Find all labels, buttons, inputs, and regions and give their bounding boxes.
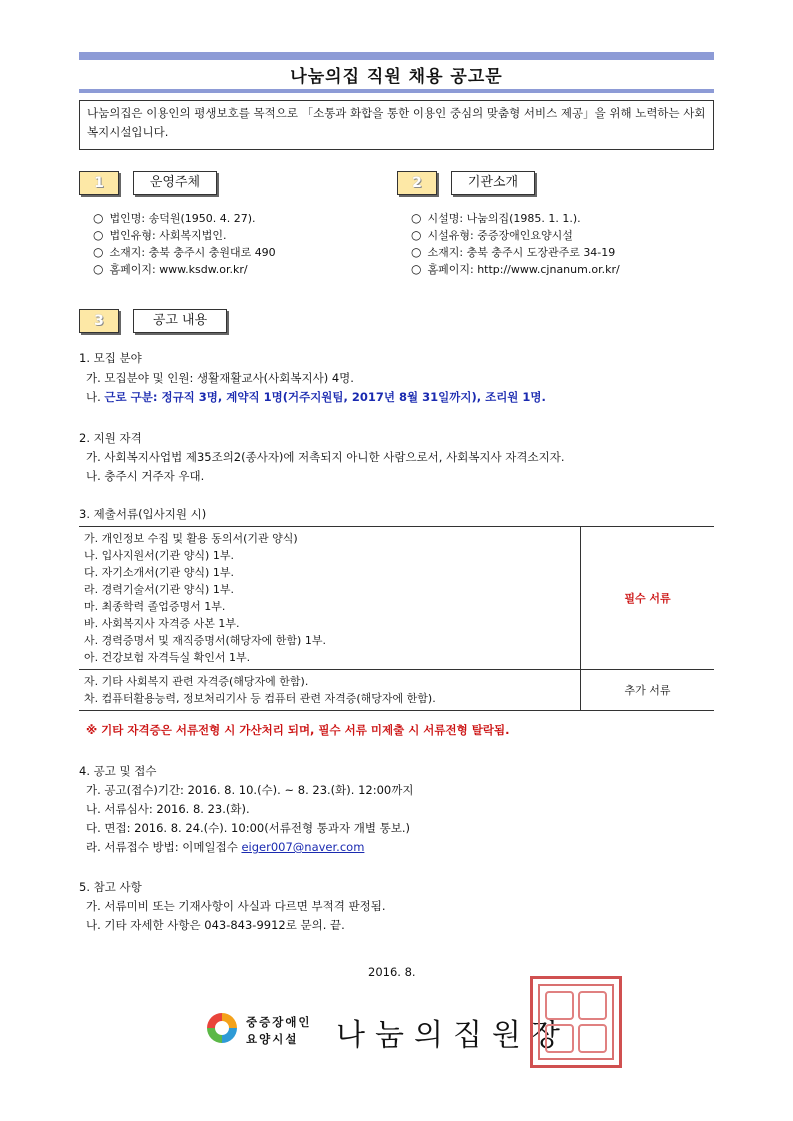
list-item: ○ 시설유형: 중증장애인요양시설 [411, 227, 620, 244]
additional-docs-cell [79, 670, 581, 711]
intro-box: 나눔의집은 이용인의 평생보호를 목적으로 「소통과 화합을 통한 이용인 중심의 맞춤형 서비스 제공」을 위해 노력하는 사회복지시설입니다. [79, 100, 714, 150]
recruit-line-b-prefix: 나. [86, 390, 101, 404]
list-item: 사. 경력증명서 및 재직증명서(해당자에 한함) 1부. [84, 634, 326, 647]
documents-table [79, 526, 714, 711]
section1-title: 운영주체 [133, 171, 217, 195]
schedule-line-d [86, 839, 364, 855]
facility-type [246, 1014, 312, 1048]
facility-type-line2: 요양시설 [246, 1032, 299, 1046]
recruit-line-a: 가. 모집분야 및 인원: 생활재활교사(사회복지사) 4명. [86, 371, 354, 385]
list-item: 나. 입사지원서(기관 양식) 1부. [84, 549, 234, 562]
list-item: 아. 건강보험 자격득실 확인서 1부. [84, 651, 251, 664]
schedule-line-b: 나. 서류심사: 2016. 8. 23.(화). [86, 802, 250, 816]
list-item: ○ 소재지: 충북 충주시 도장관주로 34-19 [411, 244, 620, 261]
documents-heading: 3. 제출서류(입사지원 시) [79, 507, 207, 521]
official-seal [530, 976, 622, 1068]
section1-list [93, 210, 276, 278]
list-item: 마. 최종학력 졸업증명서 1부. [84, 600, 226, 613]
list-item: 다. 자기소개서(기관 양식) 1부. [84, 566, 234, 579]
issue-date: 2016. 8. [368, 965, 416, 979]
schedule-heading: 4. 공고 및 접수 [79, 764, 157, 778]
list-item: ○ 소재지: 충북 충주시 충원대로 490 [93, 244, 276, 261]
table-row [79, 527, 714, 670]
schedule-line-c: 다. 면접: 2016. 8. 24.(수). 10:00(서류전형 통과자 개별 통보.) [86, 821, 410, 835]
section2-number: 2 [397, 171, 437, 195]
list-item: 라. 경력기술서(기관 양식) 1부. [84, 583, 234, 596]
section2-list [411, 210, 620, 278]
schedule-line-a: 가. 공고(접수)기간: 2016. 8. 10.(수). ~ 8. 23.(화). 12:00까지 [86, 783, 414, 797]
facility-type-line1: 중증장애인 [246, 1015, 312, 1029]
signature-title: 나눔의집원장 [336, 1018, 570, 1053]
recruit-heading: 1. 모집 분야 [79, 351, 142, 365]
list-item: 자. 기타 사회복지 관련 자격증(해당자에 한함). [84, 675, 309, 688]
qualification-line-a: 가. 사회복지사업법 제35조의2(종사자)에 저촉되지 아니한 사람으로서, 사회복지사 자격소지자. [86, 450, 565, 464]
additional-docs-label: 추가 서류 [581, 670, 715, 711]
table-row [79, 670, 714, 711]
email-link[interactable]: eiger007@naver.com [241, 840, 365, 854]
list-item: ○ 시설명: 나눔의집(1985. 1. 1.). [411, 210, 620, 227]
qualification-heading: 2. 지원 자격 [79, 431, 142, 445]
reference-line-b: 나. 기타 자세한 사항은 043-843-9912로 문의. 끝. [86, 918, 345, 932]
list-item: 바. 사회복지사 자격증 사본 1부. [84, 617, 240, 630]
section3-title: 공고 내용 [133, 309, 227, 333]
list-item: ○ 법인유형: 사회복지법인. [93, 227, 276, 244]
section3-number: 3 [79, 309, 119, 333]
title-bottom-rule [79, 89, 714, 93]
section1-number: 1 [79, 171, 119, 195]
list-item: ○ 법인명: 송덕원(1950. 4. 27). [93, 210, 276, 227]
list-item: ○ 홈페이지: http://www.cjnanum.or.kr/ [411, 261, 620, 278]
reference-heading: 5. 참고 사항 [79, 880, 142, 894]
schedule-line-d-prefix: 라. 서류접수 방법: 이메일접수 [86, 840, 238, 854]
required-docs-cell [79, 527, 581, 670]
title-top-rule [79, 52, 714, 60]
qualification-line-b: 나. 충주시 거주자 우대. [86, 469, 205, 483]
list-item: ○ 홈페이지: www.ksdw.or.kr/ [93, 261, 276, 278]
reference-line-a: 가. 서류미비 또는 기재사항이 사실과 다르면 부적격 판정됨. [86, 899, 386, 913]
facility-logo-icon [204, 1010, 240, 1046]
list-item: 차. 컴퓨터활용능력, 정보처리기사 등 컴퓨터 관련 자격증(해당자에 한함). [84, 692, 436, 705]
page-title: 나눔의집 직원 채용 공고문 [290, 67, 503, 87]
recruit-line-b-text: 근로 구분: 정규직 3명, 계약직 1명(거주지원팀, 2017년 8월 31일까지), 조리원 1명. [104, 390, 546, 404]
required-docs-label: 필수 서류 [581, 527, 715, 670]
list-item: 가. 개인정보 수집 및 활용 동의서(기관 양식) [84, 532, 298, 545]
recruit-line-b [86, 389, 546, 405]
section2-title: 기관소개 [451, 171, 535, 195]
documents-note: ※ 기타 자격증은 서류전형 시 가산처리 되며, 필수 서류 미제출 시 서류전형 탈락됨. [86, 723, 510, 737]
